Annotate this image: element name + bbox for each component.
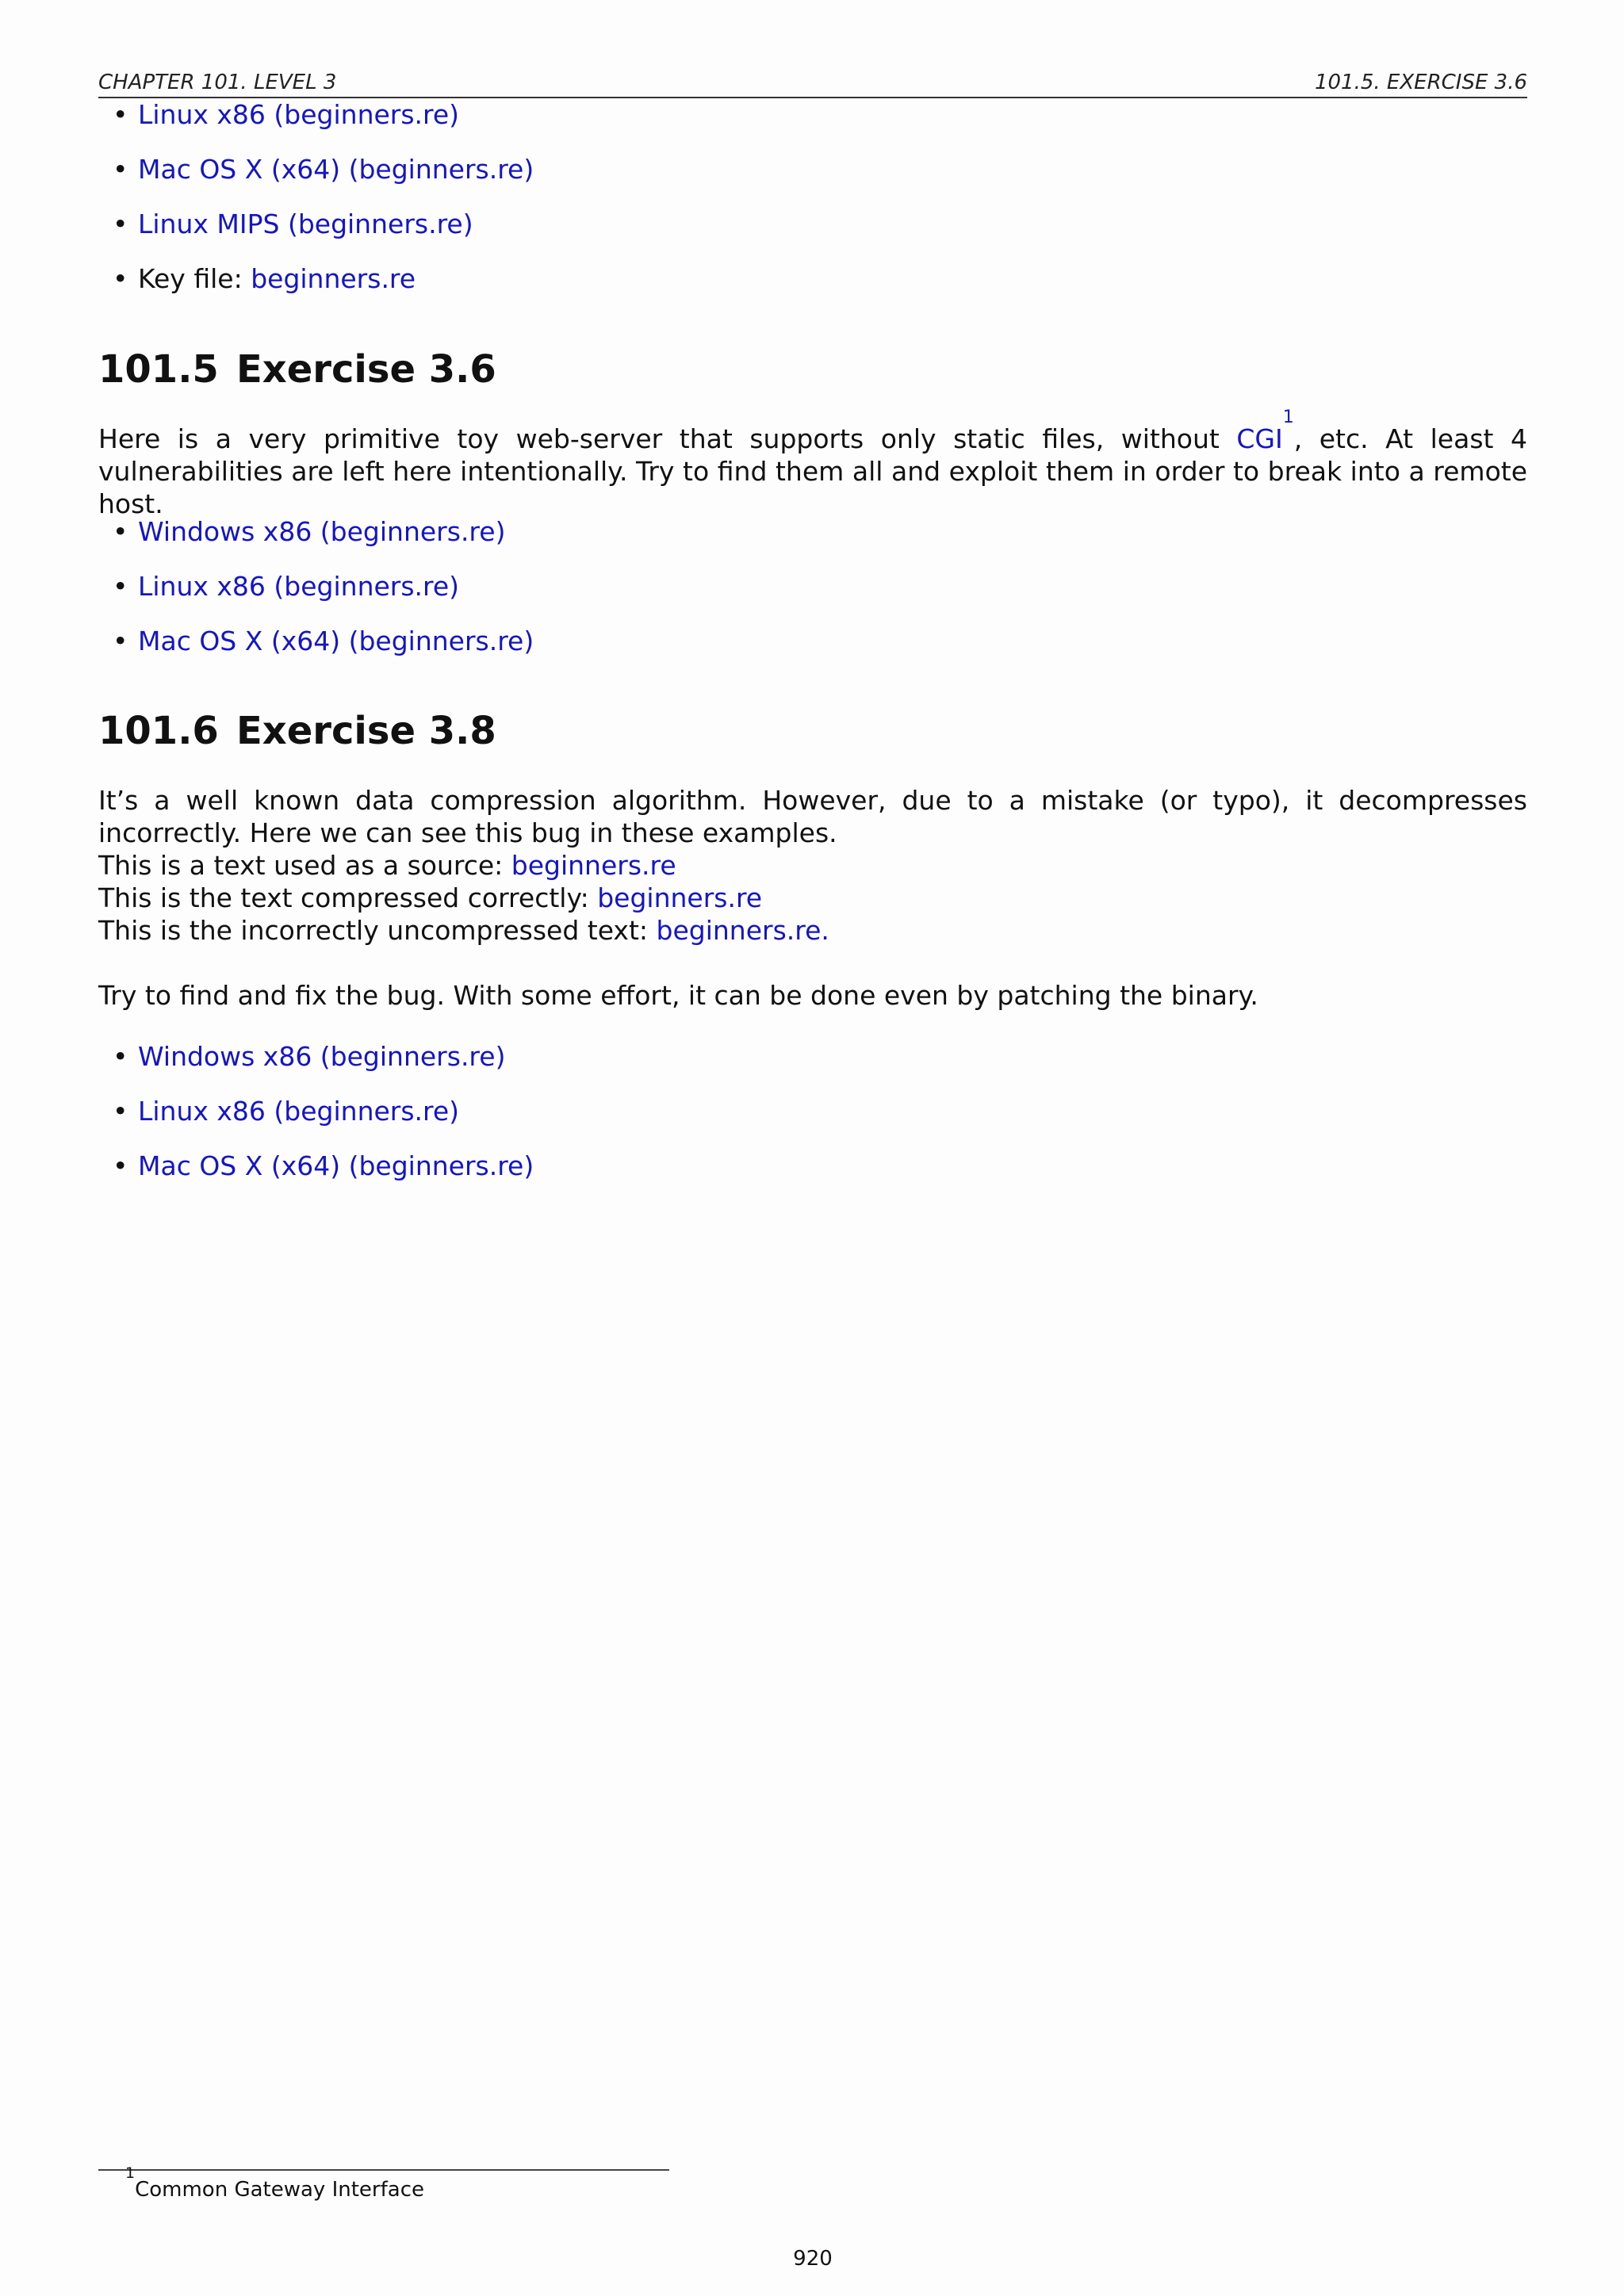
list-item <box>113 516 534 548</box>
list-item <box>113 1041 534 1073</box>
paragraph-text: Here is a very primitive toy web-server that supports only static files, without <box>98 423 1237 454</box>
list-item <box>113 571 534 603</box>
key-file-link[interactable]: beginners.re <box>251 263 416 294</box>
try-instruction: Try to find and fix the bug. With some effort, it can be done even by patching the binary. <box>98 980 1258 1011</box>
bullet-icon: • <box>113 99 128 130</box>
bullet-icon: • <box>113 516 128 547</box>
section-heading-exercise-3-8 <box>98 709 496 753</box>
footnote <box>125 2164 424 2203</box>
download-link-macos-x64[interactable]: Mac OS X (x64) (beginners.re) <box>138 626 534 656</box>
list-item <box>113 209 534 240</box>
download-list-exercise-3-8 <box>113 1041 534 1205</box>
list-item <box>113 626 534 657</box>
list-item <box>113 1096 534 1127</box>
exercise-3-8-body <box>98 784 1527 1012</box>
download-list-exercise-3-6 <box>113 516 534 680</box>
download-link-macos-x64[interactable]: Mac OS X (x64) (beginners.re) <box>138 154 534 185</box>
download-link-macos-x64[interactable]: Mac OS X (x64) (beginners.re) <box>138 1150 534 1181</box>
download-link-windows-x86[interactable]: Windows x86 (beginners.re) <box>138 516 506 547</box>
footnote-rule <box>98 2169 669 2171</box>
section-number: 101.5 <box>98 347 219 392</box>
footnote-text: Common Gateway Interface <box>135 2178 424 2202</box>
download-list-previous <box>113 99 534 318</box>
download-link-linux-x86[interactable]: Linux x86 (beginners.re) <box>138 571 460 602</box>
compressed-label: This is the text compressed correctly: <box>98 882 598 913</box>
download-link-linux-x86[interactable]: Linux x86 (beginners.re) <box>138 99 460 130</box>
exercise-3-6-paragraph <box>98 408 1527 520</box>
bullet-icon: • <box>113 154 128 185</box>
bullet-icon: • <box>113 626 128 656</box>
source-link[interactable]: beginners.re <box>511 850 676 881</box>
source-line <box>98 849 1527 882</box>
exercise-3-8-intro: It’s a well known data compression algorithm. However, due to a mistake (or typo), it decompresses incorrectly. Here we can see this bug in these examples. <box>98 785 1527 848</box>
running-header <box>98 68 1527 98</box>
section-number: 101.6 <box>98 709 219 753</box>
bullet-icon: • <box>113 1041 128 1072</box>
download-link-linux-x86[interactable]: Linux x86 (beginners.re) <box>138 1096 460 1127</box>
list-item <box>113 1150 534 1182</box>
section-heading-exercise-3-6 <box>98 347 496 392</box>
download-link-linux-mips[interactable]: Linux MIPS (beginners.re) <box>138 209 473 239</box>
list-item <box>113 99 534 131</box>
uncompressed-label: This is the incorrectly uncompressed text: <box>98 915 657 946</box>
paragraph-text: , etc. At least 4 vulnerabilities are left here intentionally. Try to find them all and exploit them in order to break into a remote host. <box>98 423 1527 519</box>
section-title: Exercise 3.6 <box>236 347 496 392</box>
bullet-icon: • <box>113 1150 128 1181</box>
uncompressed-suffix: . <box>821 915 829 946</box>
footnote-number: 1 <box>125 2164 136 2182</box>
section-title: Exercise 3.8 <box>236 709 496 753</box>
uncompressed-line <box>98 914 1527 947</box>
bullet-icon: • <box>113 571 128 602</box>
uncompressed-link[interactable]: beginners.re <box>656 915 822 946</box>
compressed-link[interactable]: beginners.re <box>597 882 763 913</box>
bullet-icon: • <box>113 209 128 239</box>
section-header: 101.5. EXERCISE 3.6 <box>1314 71 1527 94</box>
paragraph-spacer <box>98 947 1527 979</box>
compressed-line <box>98 882 1527 914</box>
chapter-header: CHAPTER 101. LEVEL 3 <box>98 71 337 94</box>
page-number: 920 <box>793 2247 833 2271</box>
source-label: This is a text used as a source: <box>98 850 511 881</box>
document-page <box>98 0 1527 2296</box>
download-link-windows-x86[interactable]: Windows x86 (beginners.re) <box>138 1041 506 1072</box>
bullet-icon: • <box>113 263 128 294</box>
list-item <box>113 154 534 186</box>
footnote-marker[interactable]: 1 <box>1282 408 1294 427</box>
key-file-label: Key file: <box>138 263 251 294</box>
list-item <box>113 263 534 295</box>
bullet-icon: • <box>113 1096 128 1127</box>
cgi-link[interactable]: CGI <box>1236 423 1283 454</box>
